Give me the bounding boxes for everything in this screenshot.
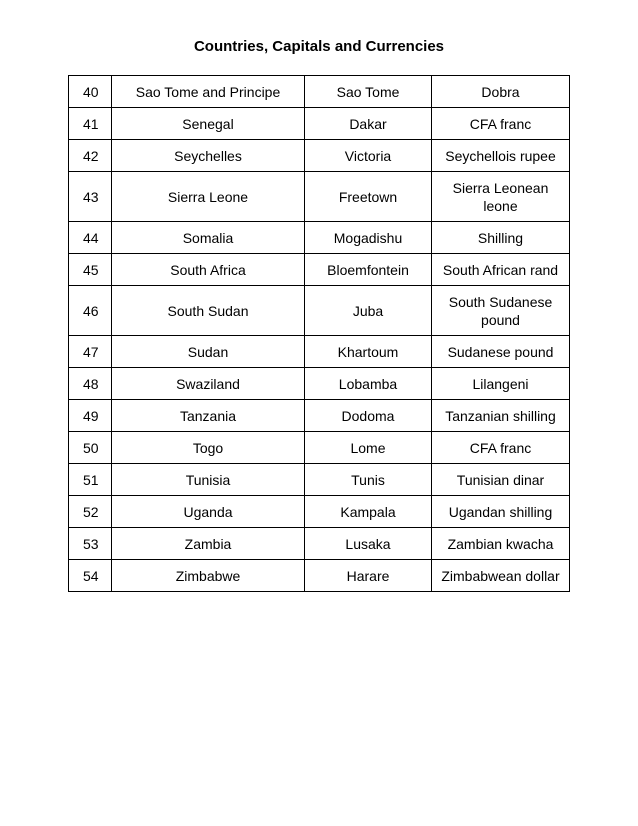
row-number: 49	[69, 400, 112, 432]
country-cell: Tanzania	[112, 400, 305, 432]
row-number: 51	[69, 464, 112, 496]
table-row	[69, 336, 570, 368]
currency-cell: South Sudanese pound	[432, 286, 570, 336]
table-row	[69, 560, 570, 592]
country-cell: Tunisia	[112, 464, 305, 496]
capital-cell: Victoria	[305, 140, 432, 172]
table-row	[69, 76, 570, 108]
currency-cell: Tanzanian shilling	[432, 400, 570, 432]
currency-cell: Sudanese pound	[432, 336, 570, 368]
row-number: 45	[69, 254, 112, 286]
currency-cell: Sierra Leonean leone	[432, 172, 570, 222]
currency-cell: Seychellois rupee	[432, 140, 570, 172]
capital-cell: Dakar	[305, 108, 432, 140]
currency-cell: Shilling	[432, 222, 570, 254]
row-number: 40	[69, 76, 112, 108]
capital-cell: Kampala	[305, 496, 432, 528]
currency-cell: CFA franc	[432, 432, 570, 464]
capital-cell: Harare	[305, 560, 432, 592]
capital-cell: Khartoum	[305, 336, 432, 368]
country-cell: Togo	[112, 432, 305, 464]
country-cell: Sudan	[112, 336, 305, 368]
country-cell: Swaziland	[112, 368, 305, 400]
countries-table	[68, 75, 570, 592]
row-number: 43	[69, 172, 112, 222]
capital-cell: Sao Tome	[305, 76, 432, 108]
row-number: 48	[69, 368, 112, 400]
country-cell: Sierra Leone	[112, 172, 305, 222]
table-row	[69, 140, 570, 172]
table-row	[69, 172, 570, 222]
capital-cell: Juba	[305, 286, 432, 336]
row-number: 46	[69, 286, 112, 336]
page-title: Countries, Capitals and Currencies	[193, 38, 445, 55]
row-number: 53	[69, 528, 112, 560]
country-cell: Senegal	[112, 108, 305, 140]
table-row	[69, 432, 570, 464]
row-number: 47	[69, 336, 112, 368]
table-row	[69, 108, 570, 140]
country-cell: Sao Tome and Principe	[112, 76, 305, 108]
currency-cell: Tunisian dinar	[432, 464, 570, 496]
capital-cell: Bloemfontein	[305, 254, 432, 286]
table-row	[69, 528, 570, 560]
capital-cell: Lome	[305, 432, 432, 464]
currency-cell: Zambian kwacha	[432, 528, 570, 560]
row-number: 44	[69, 222, 112, 254]
row-number: 52	[69, 496, 112, 528]
currency-cell: South African rand	[432, 254, 570, 286]
country-cell: Zimbabwe	[112, 560, 305, 592]
capital-cell: Lusaka	[305, 528, 432, 560]
currency-cell: CFA franc	[432, 108, 570, 140]
country-cell: Uganda	[112, 496, 305, 528]
table-row	[69, 222, 570, 254]
country-cell: Seychelles	[112, 140, 305, 172]
capital-cell: Freetown	[305, 172, 432, 222]
country-cell: Zambia	[112, 528, 305, 560]
currency-cell: Zimbabwean dollar	[432, 560, 570, 592]
currency-cell: Dobra	[432, 76, 570, 108]
table-row	[69, 286, 570, 336]
capital-cell: Dodoma	[305, 400, 432, 432]
row-number: 42	[69, 140, 112, 172]
row-number: 54	[69, 560, 112, 592]
currency-cell: Lilangeni	[432, 368, 570, 400]
capital-cell: Lobamba	[305, 368, 432, 400]
row-number: 50	[69, 432, 112, 464]
currency-cell: Ugandan shilling	[432, 496, 570, 528]
table-row	[69, 400, 570, 432]
table-row	[69, 368, 570, 400]
capital-cell: Tunis	[305, 464, 432, 496]
table-row	[69, 496, 570, 528]
table-row	[69, 464, 570, 496]
capital-cell: Mogadishu	[305, 222, 432, 254]
country-cell: South Sudan	[112, 286, 305, 336]
row-number: 41	[69, 108, 112, 140]
country-cell: South Africa	[112, 254, 305, 286]
table-row	[69, 254, 570, 286]
country-cell: Somalia	[112, 222, 305, 254]
